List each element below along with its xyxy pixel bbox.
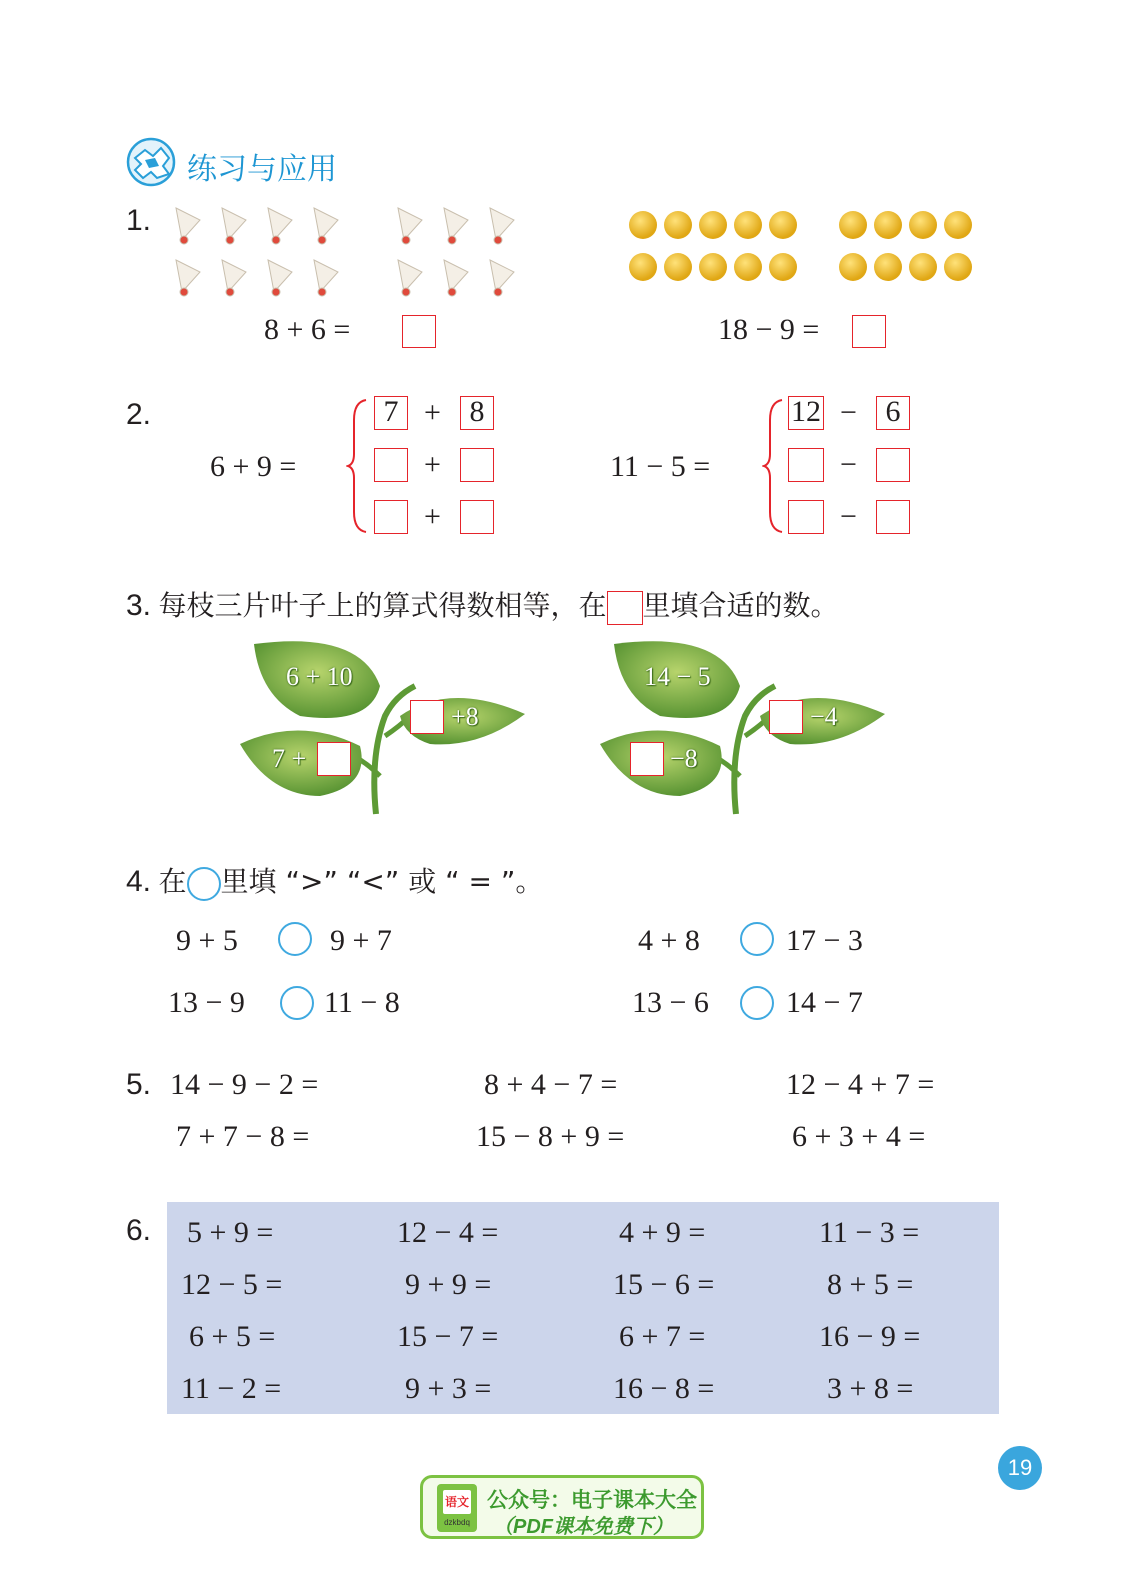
badge-small: dzkbdq — [444, 1518, 470, 1527]
q5-item: 14 − 9 − 2 = — [170, 1068, 319, 1101]
q1-number: 1. — [126, 204, 152, 237]
answer-box[interactable] — [876, 500, 910, 534]
q4-compare-circle[interactable] — [740, 986, 774, 1020]
q6-item: 9 + 9 = — [405, 1268, 492, 1301]
q5-item: 12 − 4 + 7 = — [786, 1068, 935, 1101]
q2-number: 2. — [126, 398, 152, 431]
operator: − — [840, 448, 857, 481]
q4-r1-b: 9 + 7 — [330, 924, 392, 957]
badge-text: 语文 — [443, 1490, 471, 1514]
q6-item: 11 − 2 = — [181, 1372, 282, 1405]
q1-answer-box-left[interactable] — [402, 315, 436, 348]
book-icon — [437, 1484, 477, 1532]
leaf-branch-1 — [240, 636, 540, 816]
leaf2-right-text: −4 — [810, 702, 838, 731]
answer-box[interactable]: 7 — [374, 396, 408, 430]
leaf2-left-text: −8 — [670, 744, 698, 773]
shuttlecock-group-left — [168, 200, 368, 300]
q6-number: 6. — [126, 1214, 152, 1247]
q5-item: 7 + 7 − 8 = — [176, 1120, 310, 1153]
q6-item: 12 − 5 = — [181, 1268, 283, 1301]
answer-box[interactable] — [788, 500, 824, 534]
operator: + — [424, 500, 441, 533]
answer-box[interactable] — [460, 448, 494, 482]
q6-item: 15 − 7 = — [397, 1320, 499, 1353]
q6-item: 3 + 8 = — [827, 1372, 914, 1405]
q5-number: 5. — [126, 1068, 152, 1101]
q5-item: 8 + 4 − 7 = — [484, 1068, 618, 1101]
q1-equation-right: 18 − 9 = — [718, 313, 820, 346]
q4-compare-circle[interactable] — [740, 922, 774, 956]
q6-item: 8 + 5 = — [827, 1268, 914, 1301]
q2-left-lhs: 6 + 9 = — [210, 450, 297, 483]
q6-item: 16 − 8 = — [613, 1372, 715, 1405]
q2-left-brace — [346, 396, 370, 536]
q4-r1-d: 17 − 3 — [786, 924, 863, 957]
operator: − — [840, 396, 857, 429]
q2-right-lhs: 11 − 5 = — [610, 450, 711, 483]
leaf1-right-box[interactable] — [410, 700, 444, 734]
operator: + — [424, 448, 441, 481]
operator: + — [424, 396, 441, 429]
answer-box[interactable]: 12 — [788, 396, 824, 430]
q1-answer-box-right[interactable] — [852, 315, 886, 348]
leaf2-left-box[interactable] — [630, 742, 664, 776]
q4-text-after: 里填 “>” “<” 或 “ = ”。 — [220, 865, 544, 898]
answer-box[interactable] — [788, 448, 824, 482]
q4-r2-a: 13 − 9 — [168, 986, 245, 1019]
leaf1-right-text: +8 — [451, 702, 479, 731]
answer-box[interactable] — [374, 448, 408, 482]
leaf2-right-box[interactable] — [769, 700, 803, 734]
balls-group — [626, 208, 976, 288]
q2-right-brace — [762, 396, 786, 536]
answer-box[interactable] — [374, 500, 408, 534]
operator: − — [840, 500, 857, 533]
page-number-badge — [998, 1446, 1042, 1490]
q4-r2-b: 11 − 8 — [324, 986, 400, 1019]
q4-compare-circle[interactable] — [278, 922, 312, 956]
q4-number: 4. — [126, 865, 152, 898]
watermark-line2: （PDF课本免费下） — [493, 1516, 673, 1538]
q4-circle-icon — [187, 867, 221, 901]
q6-item: 12 − 4 = — [397, 1216, 499, 1249]
q3-instruction — [126, 584, 839, 625]
watermark-line1: 公众号：电子课本大全 — [487, 1489, 697, 1512]
leaf2-top-text: 14 − 5 — [644, 662, 711, 691]
q6-item: 15 − 6 = — [613, 1268, 715, 1301]
q6-item: 5 + 9 = — [187, 1216, 274, 1249]
q4-r1-a: 9 + 5 — [176, 924, 238, 957]
leaf1-left-box[interactable] — [317, 742, 351, 776]
q6-item: 9 + 3 = — [405, 1372, 492, 1405]
page-number: 19 — [1007, 1455, 1033, 1480]
q4-r1-c: 4 + 8 — [638, 924, 700, 957]
q6-item: 11 − 3 = — [819, 1216, 920, 1249]
q5-item: 6 + 3 + 4 = — [792, 1120, 926, 1153]
answer-box[interactable] — [876, 448, 910, 482]
q1-equation-left: 8 + 6 = — [264, 313, 351, 346]
q6-practice-table — [167, 1202, 999, 1414]
q6-item: 6 + 7 = — [619, 1320, 706, 1353]
q4-text-before: 在 — [158, 865, 187, 898]
q4-compare-circle[interactable] — [280, 986, 314, 1020]
q3-box-icon — [607, 591, 643, 625]
q5-item: 15 − 8 + 9 = — [476, 1120, 625, 1153]
puzzle-icon — [125, 136, 177, 188]
shuttlecock-group-right — [390, 200, 540, 300]
leaf1-left-text: 7 + — [272, 744, 307, 773]
q4-r2-c: 13 − 6 — [632, 986, 709, 1019]
section-title: 练习与应用 — [187, 153, 337, 186]
answer-box[interactable]: 6 — [876, 396, 910, 430]
watermark-banner — [420, 1475, 704, 1539]
q6-item: 16 − 9 = — [819, 1320, 921, 1353]
q6-item: 4 + 9 = — [619, 1216, 706, 1249]
q3-number: 3. — [126, 589, 152, 622]
q4-r2-d: 14 − 7 — [786, 986, 863, 1019]
q3-text-before: 每枝三片叶子上的算式得数相等，在 — [158, 589, 607, 622]
leaf1-top-text: 6 + 10 — [286, 662, 353, 691]
q3-text-after: 里填合适的数。 — [642, 589, 839, 622]
q6-item: 6 + 5 = — [189, 1320, 276, 1353]
answer-box[interactable] — [460, 500, 494, 534]
answer-box[interactable]: 8 — [460, 396, 494, 430]
q4-instruction — [126, 860, 543, 901]
